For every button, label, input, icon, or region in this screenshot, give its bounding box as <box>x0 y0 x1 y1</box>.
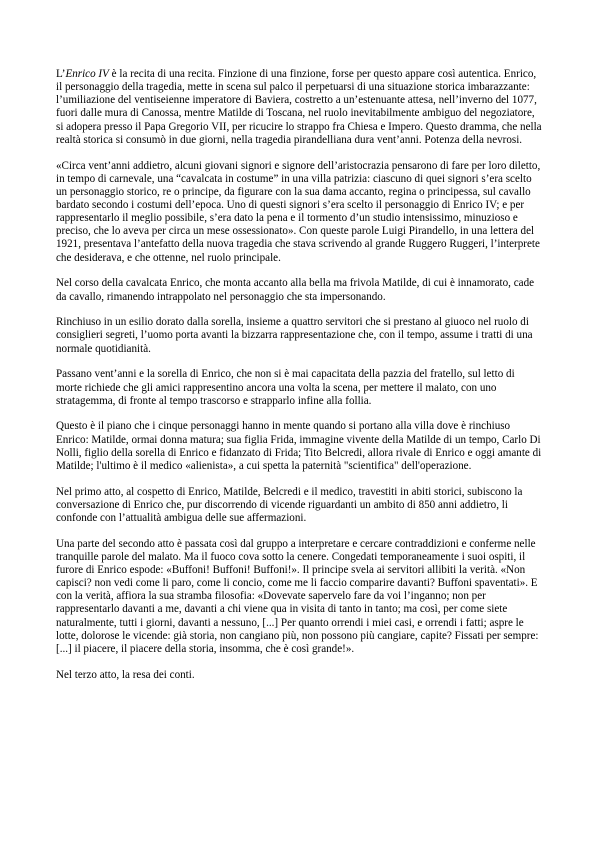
paragraph-personaggi: Questo è il piano che i cinque personaggi hanno in mente quando si portano alla villa dove è rinchiuso Enrico: Matilde, ormai donna matura; sua figlia Frida, immagine vivente della Matilde di un tempo, Carlo Di Nolli, figlio della sorella di Enrico e fidanzato di Frida; Tito Belcredi, allora rivale di Enrico e oggi amante di Matilde; l'ultimo è il medico «alienista», a cui spetta la paternità "scientifica" dell'operazione. <box>56 420 542 472</box>
intro-text: è la recita di una recita. Finzione di una finzione, forse per questo appare così autentica. Enrico, il personaggio della tragedia, mette in scena sul palco il perpetuarsi di una situazione storica imbarazzante: l’umiliazione del ventiseienne imperatore di Baviera, costretto a un’estenuante attesa, nell’inverno del 1077, fuori dalle mura di Canossa, mentre Matilde di Toscana, nel ruolo inevitabilmente ambiguo del negoziatore, si adopera presso il Papa Gregorio VII, per ricucire lo strappo fra Chiesa e Impero. Questo dramma, che nella realtà storica si consumò in due giorni, nella tragedia pirandelliana dura vent’anni. Potenza della nevrosi. <box>56 68 542 146</box>
paragraph-intro <box>56 68 542 147</box>
document-body <box>56 68 542 694</box>
paragraph-pirandello-quote: «Circa vent’anni addietro, alcuni giovani signori e signore dell’aristocrazia pensarono di fare per loro diletto, in tempo di carnevale, una “cavalcata in costume” in una villa patrizia: ciascuno di quei signori s’era scelto un personaggio storico, re o principe, da figurare con la sua dama accanto, regina o principessa, sul cavallo bardato secondo i costumi dell’epoca. Uno di questi signori s’era scelto il personaggio di Enrico IV; e per rappresentarlo il meglio possibile, s’era dato la pena e il tormento d’un studio intensissimo, minuzioso e preciso, che lo aveva per circa un mese ossessionato». Con queste parole Luigi Pirandello, in una lettera del 1921, presentava l’antefatto della nuova tragedia che stava scrivendo al grande Ruggero Ruggeri, l’interprete che desiderava, e che ottenne, nel ruolo principale. <box>56 159 541 264</box>
intro-prefix: L’ <box>56 68 66 80</box>
paragraph-secondo-atto: Una parte del secondo atto è passata così dal gruppo a interpretare e cercare contraddizioni e conferme nelle tranquille parole del malato. Ma il fuoco cova sotto la cenere. Congedati temporaneamente i suoi ospiti, il furore di Enrico espode: «Buffoni! Buffoni! Buffoni!». Il principe svela ai servitori allibiti la verità. «Non capisci? non vedi come li paro, come li concio, come me li faccio comparire davanti? Buffoni spaventati». E con la verità, affiora la sua stramba filosofia: «Dovevate sapervelo fare da voi l’inganno; non per rappresentarlo davanti a me, davanti a chi viene qua in visita di tanto in tanto; ma così, per come siete naturalmente, tutti i giorni, davanti a nessuno, [...] Per quanto orrendi i miei casi, e orrendi i fatti; aspre le lotte, dolorose le vicende: già storia, non cangiano più, non possono più cangiare, capite? Fissati per sempre: [...] il piacere, il piacere della storia, insomma, che è così grande!». <box>56 537 539 655</box>
play-title: Enrico IV <box>65 68 109 80</box>
paragraph-primo-atto: Nel primo atto, al cospetto di Enrico, Matilde, Belcredi e il medico, travestiti in abiti storici, subiscono la conversazione di Enrico che, pur discorrendo di vicende riguardanti un ambito di 850 anni addietro, li confonde con l’attualità ambigua delle sue affermazioni. <box>56 485 523 524</box>
paragraph-cavalcata: Nel corso della cavalcata Enrico, che monta accanto alla bella ma frivola Matilde, di cui è innamorato, cade da cavallo, rimanendo intrappolato nel personaggio che sta impersonando. <box>56 277 535 303</box>
paragraph-sorella: Passano vent’anni e la sorella di Enrico, che non si è mai capacitata della pazzia del fratello, sul letto di morte richiede che gli amici rappresentino ancora una volta la scena, per mettere il malato, con uno stratagemma, di fronte al tempo trascorso e strapparlo infine alla follia. <box>56 368 515 407</box>
paragraph-esilio: Rinchiuso in un esilio dorato dalla sorella, insieme a quattro servitori che si prestano al giuoco nel ruolo di consiglieri segreti, l’uomo porta avanti la bizzarra rappresentazione che, con il tempo, assume i tratti di una normale quotidianità. <box>56 316 533 355</box>
paragraph-terzo-atto: Nel terzo atto, la resa dei conti. <box>56 668 195 681</box>
